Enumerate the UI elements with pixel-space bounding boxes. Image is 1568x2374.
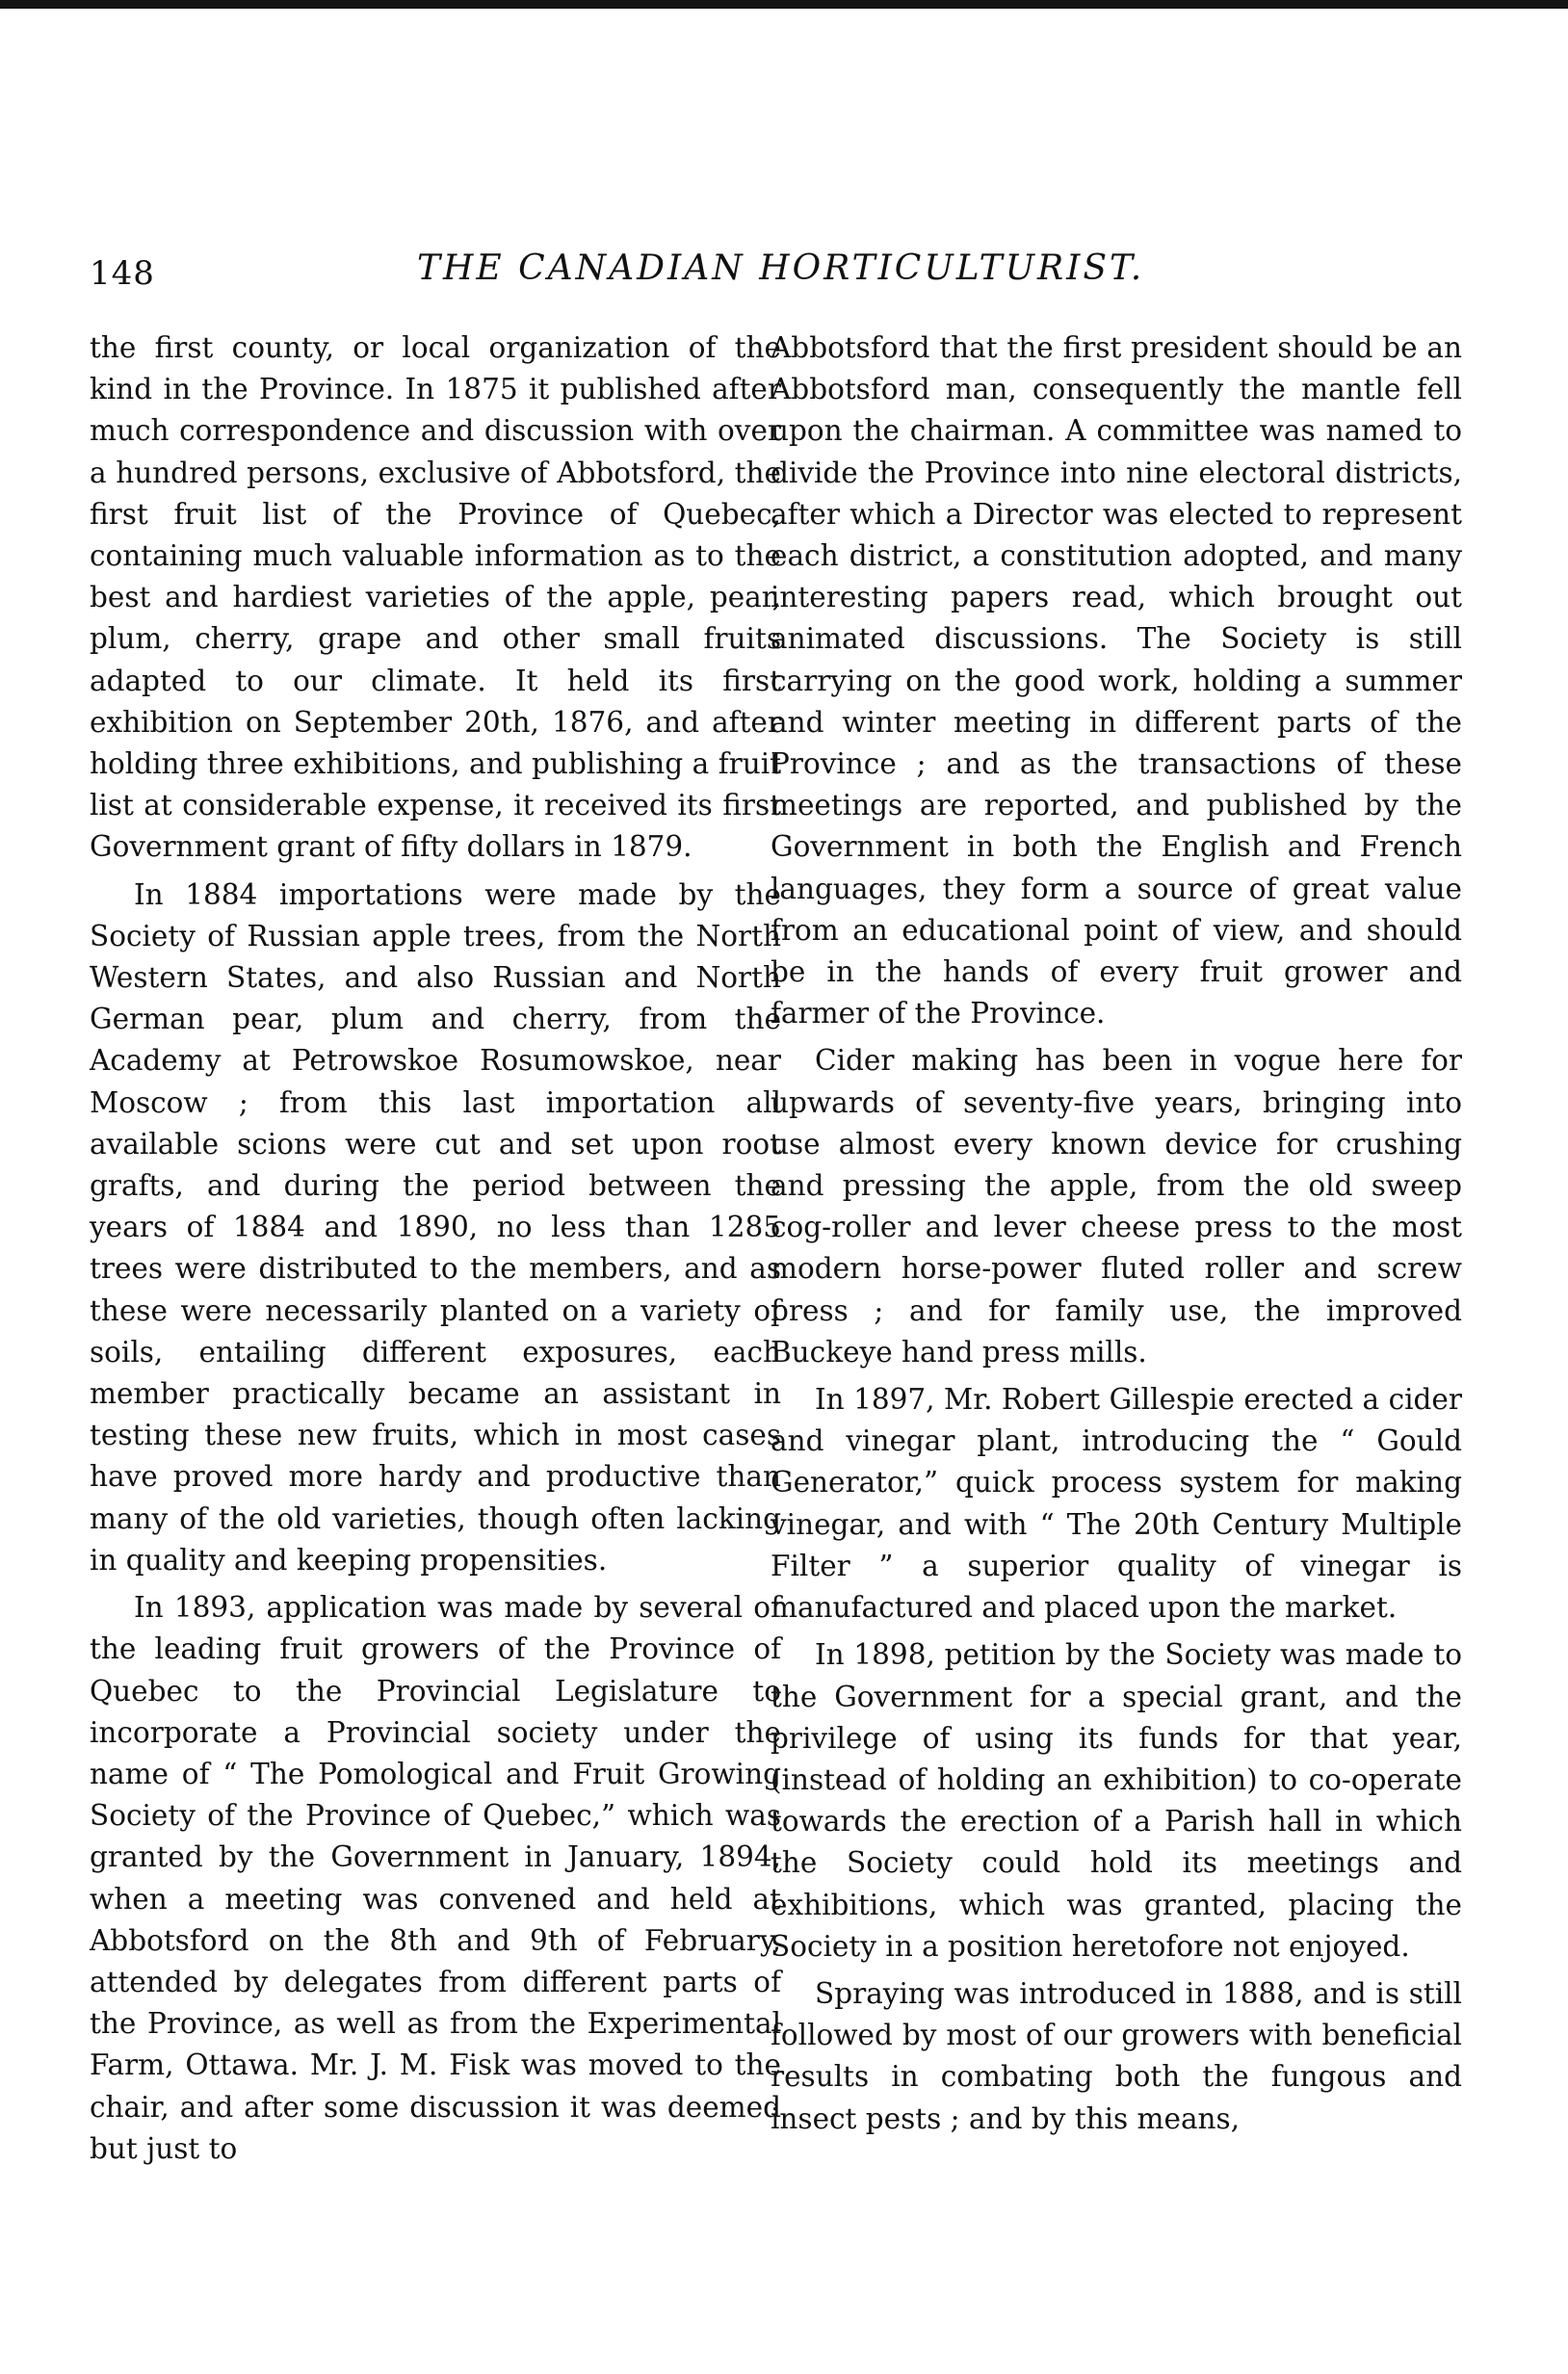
top-edge-rule: [0, 0, 1568, 9]
page-header: [90, 248, 1486, 297]
paragraph: In 1893, application was made by several of the leading fruit growers of the Province of Quebec to the Provincial Legislature to incorporate a Provincial society under the name of “ The Pomological and Fruit Growing Society of the Province of Quebec,” which was granted by the Government in January, 1894, when a meeting was convened and held at Abbotsford on the 8th and 9th of February, attended by delegates from different parts of the Province, as well as from the Experimental Farm, Ottawa. Mr. J. M. Fisk was moved to the chair, and after some discussion it was deemed but just to: [90, 1591, 781, 2165]
page-number: 148: [90, 254, 155, 293]
paragraph: the first county, or local organization of the kind in the Province. In 1875 it published after much correspondence and discussion with over a hundred persons, exclusive of Abbotsford, the first fruit list of the Province of Quebec, containing much valuable information as to the best and hardiest varieties of the apple, pear, plum, cherry, grape and other small fruits adapted to our climate. It held its first exhibition on September 20th, 1876, and after holding three exhibitions, and publishing a fruit list at considerable expense, it received its first Government grant of fifty dollars in 1879.: [90, 331, 781, 864]
right-column: [771, 327, 1462, 2140]
paragraph: Spraying was introduced in 1888, and is still followed by most of our growers with beneficial results in combating both the fungous and insect pests ; and by this means,: [771, 1976, 1462, 2135]
running-title: THE CANADIAN HORTICULTURIST.: [417, 248, 1145, 288]
paragraph: Abbotsford that the first president should be an Abbotsford man, consequently the mantle fell upon the chairman. A committee was named to divide the Province into nine electoral districts, after which a Director was elected to represent each district, a constitution adopted, and many interesting papers read, which brought out animated discussions. The Society is still carrying on the good work, holding a summer and winter meeting in different parts of the Province ; and as the transactions of these meetings are reported, and published by the Government in both the English and French languages, they form a source of great value from an educational point of view, and should be in the hands of every fruit grower and farmer of the Province.: [771, 331, 1462, 1030]
paragraph: In 1897, Mr. Robert Gillespie erected a cider and vinegar plant, introducing the “ Gould Generator,” quick process system for making vinegar, and with “ The 20th Century Multiple Filter ” a superior quality of vinegar is manufactured and placed upon the market.: [771, 1383, 1462, 1625]
paragraph: Cider making has been in vogue here for upwards of seventy-five years, bringing into use almost every known device for crushing and pressing the apple, from the old sweep cog-roller and lever cheese press to the most modern horse-power fluted roller and screw press ; and for family use, the improved Buckeye hand press mills.: [771, 1044, 1462, 1369]
paragraph: In 1898, petition by the Society was made to the Government for a special grant, and the privilege of using its funds for that year, (instead of holding an exhibition) to co-operate towards the erection of a Parish hall in which the Society could hold its meetings and exhibitions, which was granted, placing the Society in a position heretofore not enjoyed.: [771, 1638, 1462, 1963]
left-column: [90, 327, 781, 2170]
paragraph: In 1884 importations were made by the Society of Russian apple trees, from the North Western States, and also Russian and North German pear, plum and cherry, from the Academy at Petrowskoe Rosumowskoe, near Moscow ; from this last importation all available scions were cut and set upon root grafts, and during the period between the years of 1884 and 1890, no less than 1285 trees were distributed to the members, and as these were necessarily planted on a variety of soils, entailing different exposures, each member practically became an assistant in testing these new fruits, which in most cases have proved more hardy and productive than many of the old varieties, though often lacking in quality and keeping propensities.: [90, 877, 781, 1577]
